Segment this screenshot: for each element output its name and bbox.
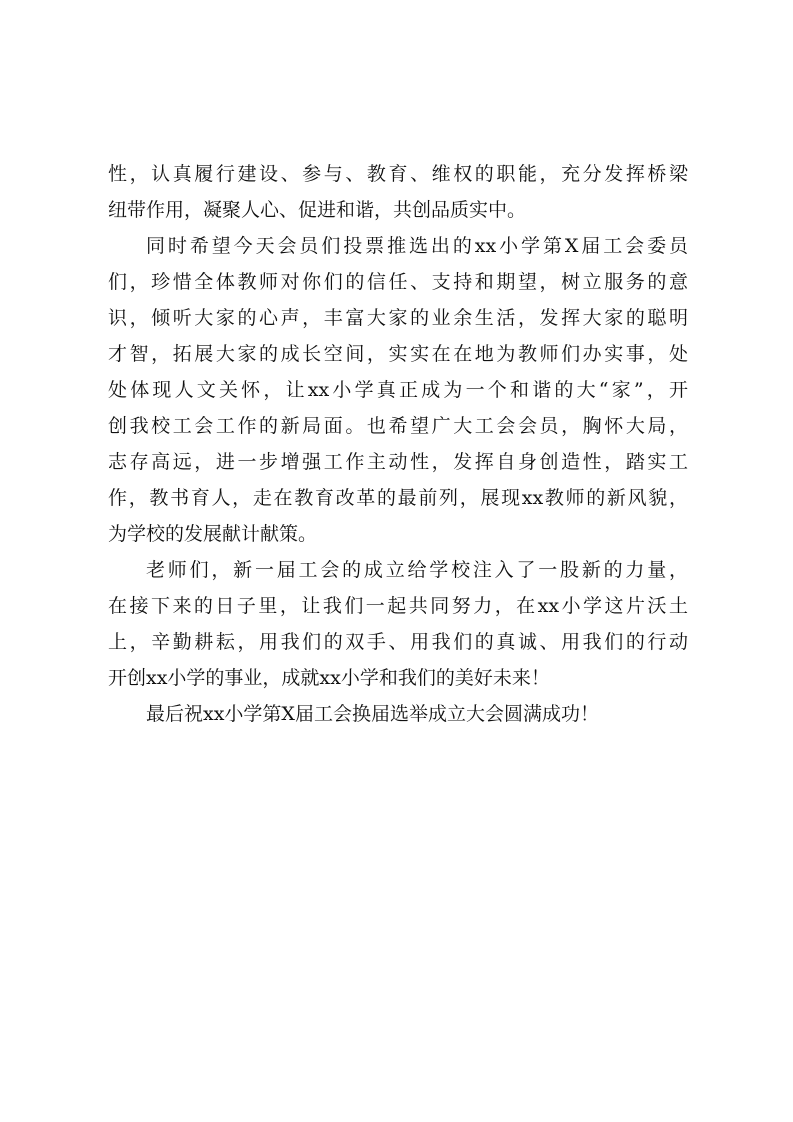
paragraph-line: 们，珍惜全体教师对你们的信任、支持和期望，树立服务的意	[108, 271, 688, 293]
paragraph-line: 纽带作用，凝聚人心、促进和谐，共创品质实中。	[108, 199, 527, 221]
paragraph-line: 才智，拓展大家的成长空间，实实在在地为教师们办实事，处	[108, 343, 688, 365]
paragraph-line: 性，认真履行建设、参与、教育、维权的职能，充分发挥桥梁	[108, 163, 688, 185]
paragraph-line: 识，倾听大家的心声，丰富大家的业余生活，发挥大家的聪明	[108, 307, 688, 329]
paragraph-line: 创我校工会工作的新局面。也希望广大工会会员，胸怀大局，	[108, 415, 688, 437]
paragraph-line: 上，辛勤耕耘，用我们的双手、用我们的真诚、用我们的行动	[108, 631, 688, 653]
paragraph-line: 作，教书育人，走在教育改革的最前列，展现xx教师的新风貌，	[108, 487, 688, 509]
paragraph-line: 开创xx小学的事业，成就xx小学和我们的美好未来！	[108, 667, 550, 689]
paragraph-line: 同时希望今天会员们投票推选出的xx小学第X届工会委员	[146, 235, 688, 257]
paragraph-line: 志存高远，进一步增强工作主动性，发挥自身创造性，踏实工	[108, 451, 688, 473]
paragraph-line: 为学校的发展献计献策。	[108, 523, 318, 545]
paragraph-line: 最后祝xx小学第X届工会换届选举成立大会圆满成功！	[146, 703, 599, 725]
paragraph-line: 处体现人文关怀，让xx小学真正成为一个和谐的大“家”，开	[108, 379, 688, 401]
paragraph-line: 老师们，新一届工会的成立给学校注入了一股新的力量，	[146, 559, 688, 581]
paragraph-line: 在接下来的日子里，让我们一起共同努力，在xx小学这片沃土	[108, 595, 688, 617]
